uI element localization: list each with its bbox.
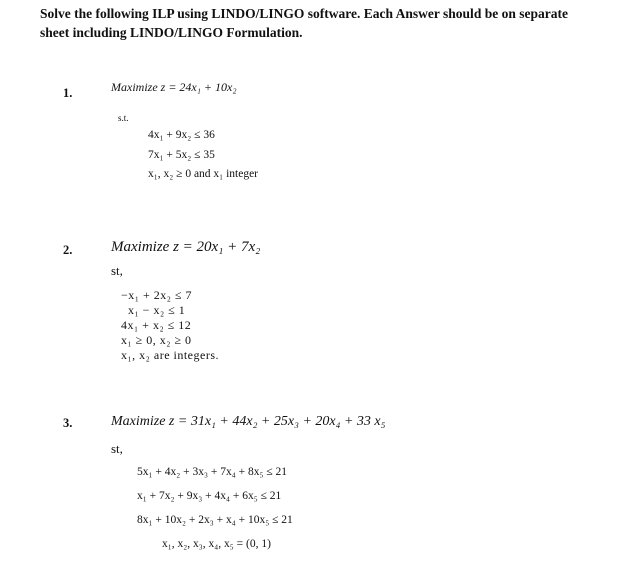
constraint: x₁ − x₂ ≤ 1: [128, 303, 186, 317]
problem-number: 2.: [63, 243, 73, 257]
objective-function: Maximize z = 20x₁ + 7x₂: [111, 239, 261, 255]
constraint: 4x₁ + 9x₂ ≤ 36: [148, 129, 215, 141]
constraint: x₁, x₂ ≥ 0 and x₁ integer: [148, 168, 258, 180]
constraint: x₁ ≥ 0, x₂ ≥ 0: [121, 333, 192, 347]
subject-to-label: s.t.: [118, 113, 129, 123]
instructions-line-2: sheet including LINDO/LINGO Formulation.: [40, 25, 303, 40]
problem-number: 3.: [63, 416, 73, 430]
constraint: 5x₁ + 4x₂ + 3x₃ + 7x₄ + 8x₅ ≤ 21: [137, 466, 288, 478]
constraint: x₁, x₂ are integers.: [121, 348, 220, 362]
instructions-heading: [40, 4, 600, 42]
instructions-line-1: Solve the following ILP using LINDO/LINGO software. Each Answer should be on separate: [40, 6, 568, 21]
constraint: x₁ + 7x₂ + 9x₃ + 4x₄ + 6x₅ ≤ 21: [137, 490, 282, 502]
subject-to-label: st,: [111, 441, 123, 456]
objective-function: Maximize z = 31x₁ + 44x₂ + 25x₃ + 20x₄ + 33 x₅: [111, 414, 386, 429]
objective-function: Maximize z = 24x₁ + 10x₂: [111, 80, 237, 94]
constraint: x₁, x₂, x₃, x₄, x₅ = (0, 1): [162, 538, 271, 550]
constraint: −x₁ + 2x₂ ≤ 7: [121, 288, 192, 302]
problem-number: 1.: [63, 86, 73, 100]
constraint: 8x₁ + 10x₂ + 2x₃ + x₄ + 10x₅ ≤ 21: [137, 514, 293, 526]
constraint: 4x₁ + x₂ ≤ 12: [121, 318, 192, 332]
constraint: 7x₁ + 5x₂ ≤ 35: [148, 149, 215, 161]
subject-to-label: st,: [111, 263, 123, 278]
